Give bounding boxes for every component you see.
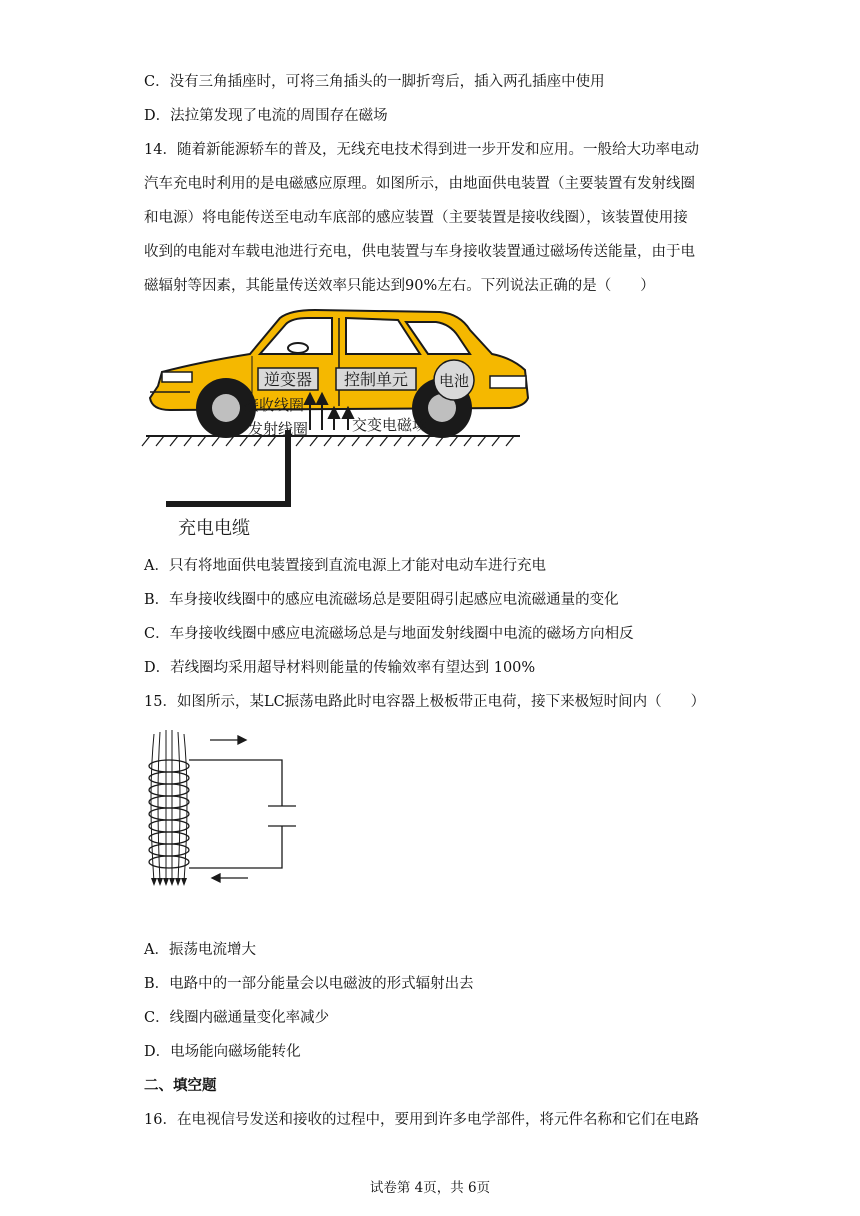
transmit-coil-label: 发射线圈 [248, 420, 309, 438]
battery-label: 电池 [438, 372, 470, 390]
q15-option-b: B．电路中的一部分能量会以电磁波的形式辐射出去 [144, 976, 474, 992]
cable-label: 充电电缆 [178, 518, 250, 539]
section-heading: 二、填空题 [144, 1077, 217, 1094]
q14-option-c: C．车身接收线圈中感应电流磁场总是与地面发射线圈中电流的磁场方向相反 [144, 626, 634, 642]
charging-cable [166, 430, 288, 504]
inverter-label: 逆变器 [263, 370, 313, 389]
q15-stem: 15．如图所示，某LC振荡电路此时电容器上极板带正电荷，接下来极短时间内（ ） [144, 694, 706, 710]
alt-field-label: 交变电磁场 [352, 416, 428, 434]
control-unit-label: 控制单元 [343, 370, 409, 389]
q14-stem-line-2: 汽车充电时利用的是电磁感应原理。如图所示，由地面供电装置（主要装置有发射线圈 [144, 176, 695, 192]
q14-stem-line-1: 14．随着新能源轿车的普及，无线充电技术得到进一步开发和应用。一般给大功率电动 [144, 142, 699, 158]
q14-car-charging-figure [140, 306, 540, 542]
q14-stem-line-4: 收到的电能对车载电池进行充电，供电装置与车身接收装置通过磁场传送能量，由于电 [144, 244, 695, 260]
q14-option-b: B．车身接收线圈中的感应电流磁场总是要阻碍引起感应电流磁通量的变化 [144, 592, 619, 608]
q13-option-d: D．法拉第发现了电流的周围存在磁场 [144, 108, 388, 124]
q15-option-d: D．电场能向磁场能转化 [144, 1044, 301, 1060]
q13-option-c: C．没有三角插座时，可将三角插头的一脚折弯后，插入两孔插座中使用 [144, 74, 605, 90]
page-footer: 试卷第 4页，共 6页 [369, 1180, 491, 1196]
q14-stem-line-3: 和电源）将电能传送至电动车底部的感应装置（主要装置是接收线圈），该装置使用接 [144, 210, 688, 226]
receive-coil-label: 接收线圈 [244, 396, 305, 414]
q14-option-a: A．只有将地面供电装置接到直流电源上才能对电动车进行充电 [144, 558, 546, 574]
q15-option-a: A．振荡电流增大 [144, 942, 256, 958]
q14-option-d: D．若线圈均采用超导材料则能量的传输效率有望达到 100% [144, 660, 536, 676]
q14-stem-line-5: 磁辐射等因素，其能量传送效率只能达到90%左右。下列说法正确的是（ ） [144, 278, 655, 294]
q16-stem: 16．在电视信号发送和接收的过程中，要用到许多电学部件，将元件名称和它们在电路 [144, 1112, 699, 1128]
q15-option-c: C．线圈内磁通量变化率减少 [144, 1010, 330, 1026]
q15-lc-circuit-figure [140, 726, 310, 896]
